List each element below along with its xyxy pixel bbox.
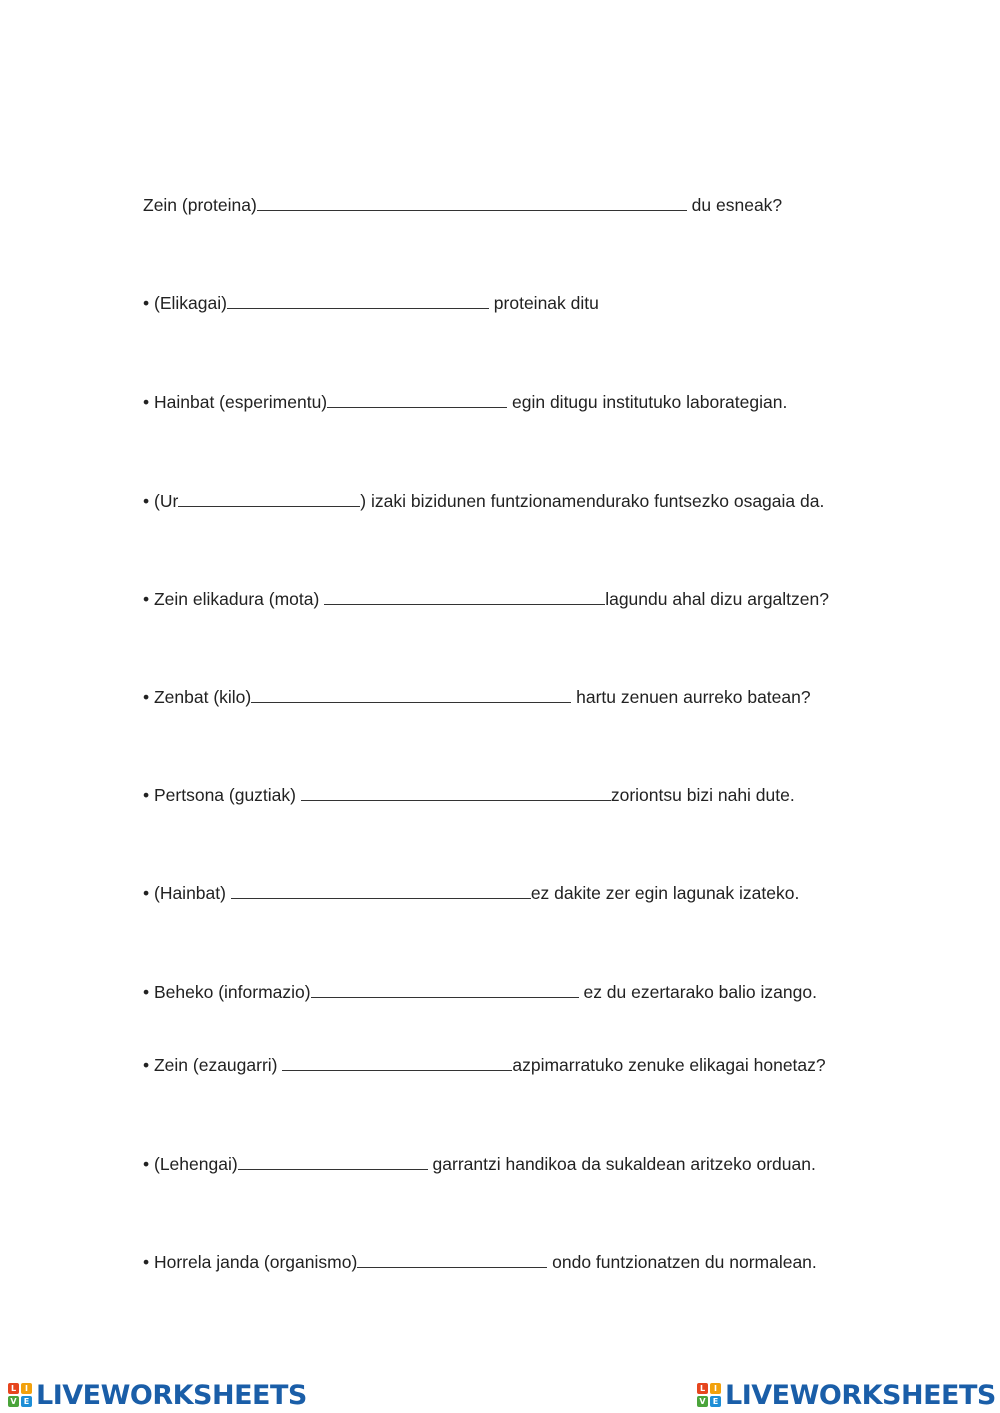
answer-blank-4[interactable] [178, 492, 360, 507]
sentence-2 [143, 292, 599, 314]
answer-blank-1[interactable] [257, 196, 687, 211]
sentence-2-end: proteinak ditu [488, 293, 599, 313]
sentence-7-start: • Pertsona (guztiak) [143, 785, 301, 805]
sentence-8 [143, 882, 799, 904]
sentence-12-start: • Horrela janda (organismo) [143, 1252, 358, 1272]
sentence-1-start: Zein (proteina) [143, 195, 257, 215]
answer-blank-9[interactable] [311, 983, 579, 998]
sentence-10-end: azpimarratuko zenuke elikagai honetaz? [512, 1055, 826, 1075]
sentence-4-end: ) izaki bizidunen funtzionamendurako funtsezko osagaia da. [360, 491, 825, 511]
answer-blank-2[interactable] [227, 294, 489, 309]
sentence-3 [143, 391, 787, 413]
sentence-5-start: • Zein elikadura (mota) [143, 589, 325, 609]
answer-blank-12[interactable] [357, 1253, 547, 1268]
sentence-7-end: zoriontsu bizi nahi dute. [610, 785, 795, 805]
sentence-5 [143, 588, 829, 610]
sentence-12 [143, 1251, 817, 1273]
sentence-10 [143, 1054, 826, 1076]
sentence-3-start: • Hainbat (esperimentu) [143, 392, 328, 412]
liveworksheets-logo-right [697, 1378, 996, 1412]
sentence-6-start: • Zenbat (kilo) [143, 687, 252, 707]
sentence-4 [143, 490, 824, 512]
logo-text: LIVEWORKSHEETS [725, 1379, 996, 1411]
sentence-10-start: • Zein (ezaugarri) [143, 1055, 283, 1075]
sentence-1 [143, 194, 782, 216]
sentence-3-end: egin ditugu institutuko laborategian. [507, 392, 788, 412]
sentence-11-start: • (Lehengai) [143, 1154, 238, 1174]
sentence-6 [143, 686, 811, 708]
logo-text: LIVEWORKSHEETS [36, 1379, 307, 1411]
liveworksheets-logo-left [8, 1378, 307, 1412]
sentence-8-start: • (Hainbat) [143, 883, 231, 903]
liveworksheets-logo-icon: L I V E [8, 1383, 32, 1407]
sentence-4-start: • (Ur [143, 491, 179, 511]
liveworksheets-logo-icon: L I V E [697, 1383, 721, 1407]
answer-blank-8[interactable] [231, 884, 531, 899]
sentence-9-end: ez du ezertarako balio izango. [578, 982, 817, 1002]
sentence-6-end: hartu zenuen aurreko batean? [571, 687, 811, 707]
answer-blank-10[interactable] [282, 1056, 512, 1071]
answer-blank-3[interactable] [327, 393, 507, 408]
sentence-8-end: ez dakite zer egin lagunak izateko. [530, 883, 800, 903]
sentence-5-end: lagundu ahal dizu argaltzen? [605, 589, 829, 609]
sentence-7 [143, 784, 795, 806]
sentence-11 [143, 1153, 816, 1175]
answer-blank-6[interactable] [251, 688, 571, 703]
sentence-2-start: • (Elikagai) [143, 293, 227, 313]
sentence-12-end: ondo funtzionatzen du normalean. [547, 1252, 817, 1272]
sentence-11-end: garrantzi handikoa da sukaldean aritzeko orduan. [427, 1154, 816, 1174]
sentence-1-end: du esneak? [686, 195, 783, 215]
sentence-9-start: • Beheko (informazio) [143, 982, 311, 1002]
answer-blank-7[interactable] [301, 786, 611, 801]
answer-blank-5[interactable] [324, 590, 605, 605]
answer-blank-11[interactable] [238, 1155, 428, 1170]
sentence-9 [143, 981, 817, 1003]
